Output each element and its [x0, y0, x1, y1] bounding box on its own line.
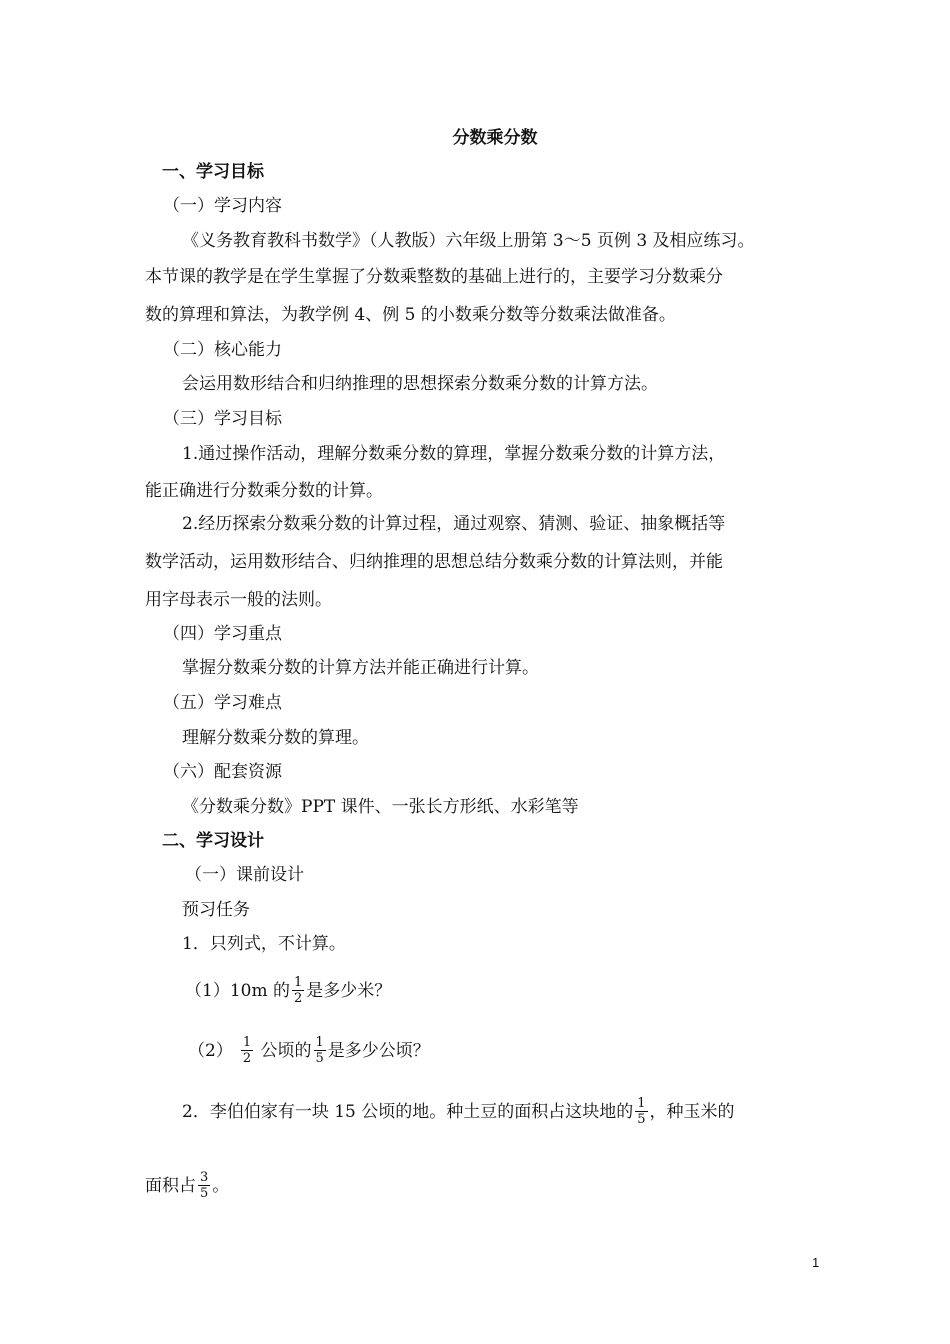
q2-prefix: 2．李伯伯家有一块 15 公顷的地。种土豆的面积占这块地的 — [182, 1102, 634, 1122]
fraction-numerator: 1 — [315, 1035, 324, 1050]
subheading-core-ability: （二）核心能力 — [163, 340, 282, 360]
paragraph-line: 《义务教育教科书数学》（人教版）六年级上册第 3～5 页例 3 及相应练习。 — [182, 231, 755, 251]
fraction — [635, 1096, 647, 1127]
paragraph-line: 会运用数形结合和归纳推理的思想探索分数乘分数的计算方法。 — [182, 374, 658, 394]
fraction-denominator: 2 — [242, 1051, 252, 1066]
q1b-prefix: （2） — [188, 1041, 233, 1061]
fraction-numerator: 3 — [200, 1170, 209, 1185]
fraction-numerator: 1 — [637, 1096, 646, 1111]
paragraph-line: 2.经历探索分数乘分数的计算过程，通过观察、猜测、验证、抽象概括等 — [182, 514, 726, 534]
paragraph-line: 预习任务 — [182, 900, 250, 920]
fraction — [314, 1035, 326, 1066]
section-heading-design: 二、学习设计 — [162, 831, 264, 851]
q2-suffix: ，种玉米的 — [649, 1102, 735, 1122]
subheading-difficulties: （五）学习难点 — [163, 693, 282, 713]
paragraph-line: 《分数乘分数》PPT 课件、一张长方形纸、水彩笔等 — [182, 797, 579, 817]
q1b-suffix: 是多少公顷？ — [327, 1041, 430, 1061]
question-1a — [185, 976, 391, 1007]
subheading-resources: （六）配套资源 — [163, 762, 282, 782]
paragraph-line: 理解分数乘分数的算理。 — [182, 728, 369, 748]
q2b-suffix: 。 — [212, 1176, 230, 1196]
q1a-suffix: 是多少米？ — [306, 981, 392, 1001]
fraction-denominator: 2 — [293, 991, 303, 1006]
paragraph-line: 数的算理和算法，为教学例 4、例 5 的小数乘分数等分数乘法做准备。 — [145, 305, 676, 325]
q2b-prefix: 面积占 — [145, 1176, 196, 1196]
paragraph-line: 本节课的教学是在学生掌握了分数乘整数的基础上进行的，主要学习分数乘分 — [145, 267, 723, 287]
question-2 — [182, 1097, 735, 1128]
paragraph-line: 用字母表示一般的法则。 — [145, 590, 332, 610]
paragraph-line: 掌握分数乘分数的计算方法并能正确进行计算。 — [182, 658, 539, 678]
subheading-learning-goals: （三）学习目标 — [163, 409, 282, 429]
page-number: 1 — [812, 1255, 820, 1270]
subheading-content: （一）学习内容 — [163, 196, 282, 216]
fraction-numerator: 1 — [293, 975, 303, 990]
question-1b — [188, 1036, 430, 1067]
paragraph-line: 1.通过操作活动，理解分数乘分数的算理，掌握分数乘分数的计算方法， — [182, 444, 726, 464]
paragraph-line: 数学活动，运用数形结合、归纳推理的思想总结分数乘分数的计算法则，并能 — [145, 552, 723, 572]
section-heading-goals: 一、学习目标 — [162, 162, 264, 182]
fraction-denominator: 5 — [637, 1112, 646, 1127]
fraction — [292, 975, 304, 1006]
fraction-denominator: 5 — [200, 1186, 209, 1201]
fraction — [198, 1170, 210, 1201]
question-2-continued — [145, 1171, 229, 1202]
fraction-numerator: 1 — [242, 1035, 252, 1050]
fraction-denominator: 5 — [315, 1051, 324, 1066]
fraction — [241, 1035, 253, 1066]
page-title: 分数乘分数 — [452, 128, 538, 148]
q1b-mid: 公顷的 — [255, 1041, 312, 1061]
subheading-key-points: （四）学习重点 — [163, 624, 282, 644]
q1a-prefix: （1）10m 的 — [185, 981, 290, 1001]
paragraph-line: 能正确进行分数乘分数的计算。 — [145, 481, 383, 501]
subheading-pre-class: （一）课前设计 — [185, 865, 304, 885]
question-1: 1．只列式，不计算。 — [182, 934, 346, 954]
